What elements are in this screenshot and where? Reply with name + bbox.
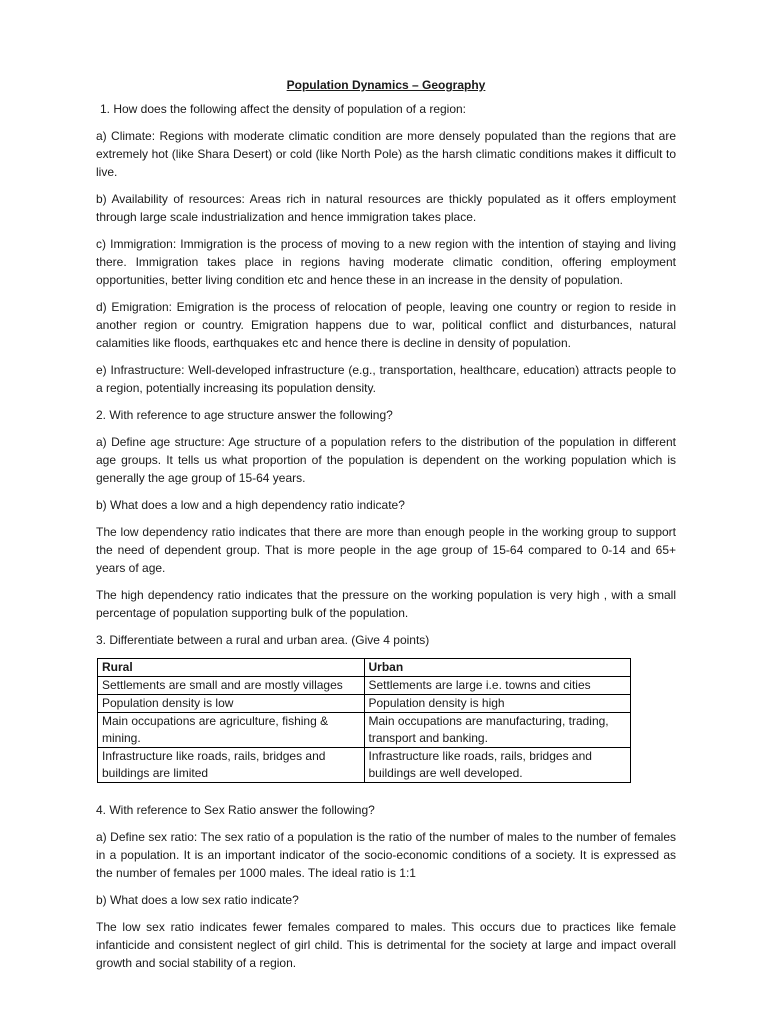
table-cell-urban: Population density is high — [364, 695, 631, 713]
answer-1c-immigration: c) Immigration: Immigration is the process of moving to a new region with the intention of staying and living there. Immigration takes place in regions having moderate climatic condition, offering employment opportunities, better living condition etc and hence these in an increase in the density of population. — [96, 237, 676, 287]
table-header-rural: Rural — [98, 659, 365, 677]
answer-2b-low-dependency: The low dependency ratio indicates that there are more than enough people in the working group to support the need of dependent group. That is more people in the age group of 15-64 compared to 0-14 and 65+ years of age. — [96, 525, 676, 575]
answer-1b-resources: b) Availability of resources: Areas rich in natural resources are thickly populated as it offers employment through large scale industrialization and hence immigration takes place. — [96, 192, 676, 224]
table-row — [98, 677, 631, 695]
table-cell-urban: Infrastructure like roads, rails, bridges and buildings are well developed. — [364, 748, 631, 783]
question-4b: b) What does a low sex ratio indicate? — [96, 893, 299, 907]
rural-urban-table — [97, 658, 631, 783]
table-row — [98, 748, 631, 783]
answer-1d-emigration: d) Emigration: Emigration is the process of relocation of people, leaving one country or region to reside in another region or country. Emigration happens due to war, political conflict and disturbances, natural calamities like floods, earthquakes etc and hence there is decline in density of population. — [96, 300, 676, 350]
answer-2b-high-dependency: The high dependency ratio indicates that the pressure on the working population is very high , with a small percentage of population supporting bulk of the population. — [96, 588, 676, 620]
question-3: 3. Differentiate between a rural and urban area. (Give 4 points) — [96, 633, 430, 647]
table-cell-rural: Settlements are small and are mostly villages — [98, 677, 365, 695]
table-cell-urban: Main occupations are manufacturing, trading, transport and banking. — [364, 713, 631, 748]
answer-1e-infrastructure: e) Infrastructure: Well-developed infrastructure (e.g., transportation, healthcare, education) attracts people to a region, potentially increasing its population density. — [96, 363, 676, 395]
answer-4a-sex-ratio: a) Define sex ratio: The sex ratio of a population is the ratio of the number of males to the number of females in a population. It is an important indicator of the socio-economic conditions of a society. It is expressed as the number of females per 1000 males. The ideal ratio is 1:1 — [96, 830, 676, 880]
table-cell-rural: Infrastructure like roads, rails, bridges and buildings are limited — [98, 748, 365, 783]
table-cell-rural: Population density is low — [98, 695, 365, 713]
answer-1a-climate: a) Climate: Regions with moderate climatic condition are more densely populated than the regions that are extremely hot (like Shara Desert) or cold (like North Pole) as the harsh climatic conditions makes it difficult to live. — [96, 129, 676, 179]
table-row — [98, 713, 631, 748]
question-2: 2. With reference to age structure answer the following? — [96, 408, 393, 422]
question-1: 1. How does the following affect the density of population of a region: — [100, 102, 467, 116]
document-body — [96, 76, 676, 981]
table-cell-urban: Settlements are large i.e. towns and cities — [364, 677, 631, 695]
table-cell-rural: Main occupations are agriculture, fishing & mining. — [98, 713, 365, 748]
table-header-row — [98, 659, 631, 677]
question-2b: b) What does a low and a high dependency ratio indicate? — [96, 498, 405, 512]
answer-2a-age-structure: a) Define age structure: Age structure of a population refers to the distribution of the population in different age groups. It tells us what proportion of the population is dependent on the working population which is generally the age group of 15-64 years. — [96, 435, 676, 485]
question-4: 4. With reference to Sex Ratio answer the following? — [96, 803, 375, 817]
page-title: Population Dynamics – Geography — [286, 78, 486, 92]
answer-4b-low-sex-ratio: The low sex ratio indicates fewer females compared to males. This occurs due to practices like female infanticide and consistent neglect of girl child. This is detrimental for the society at large and impact overall growth and social stability of a region. — [96, 920, 676, 970]
table-header-urban: Urban — [364, 659, 631, 677]
table-row — [98, 695, 631, 713]
